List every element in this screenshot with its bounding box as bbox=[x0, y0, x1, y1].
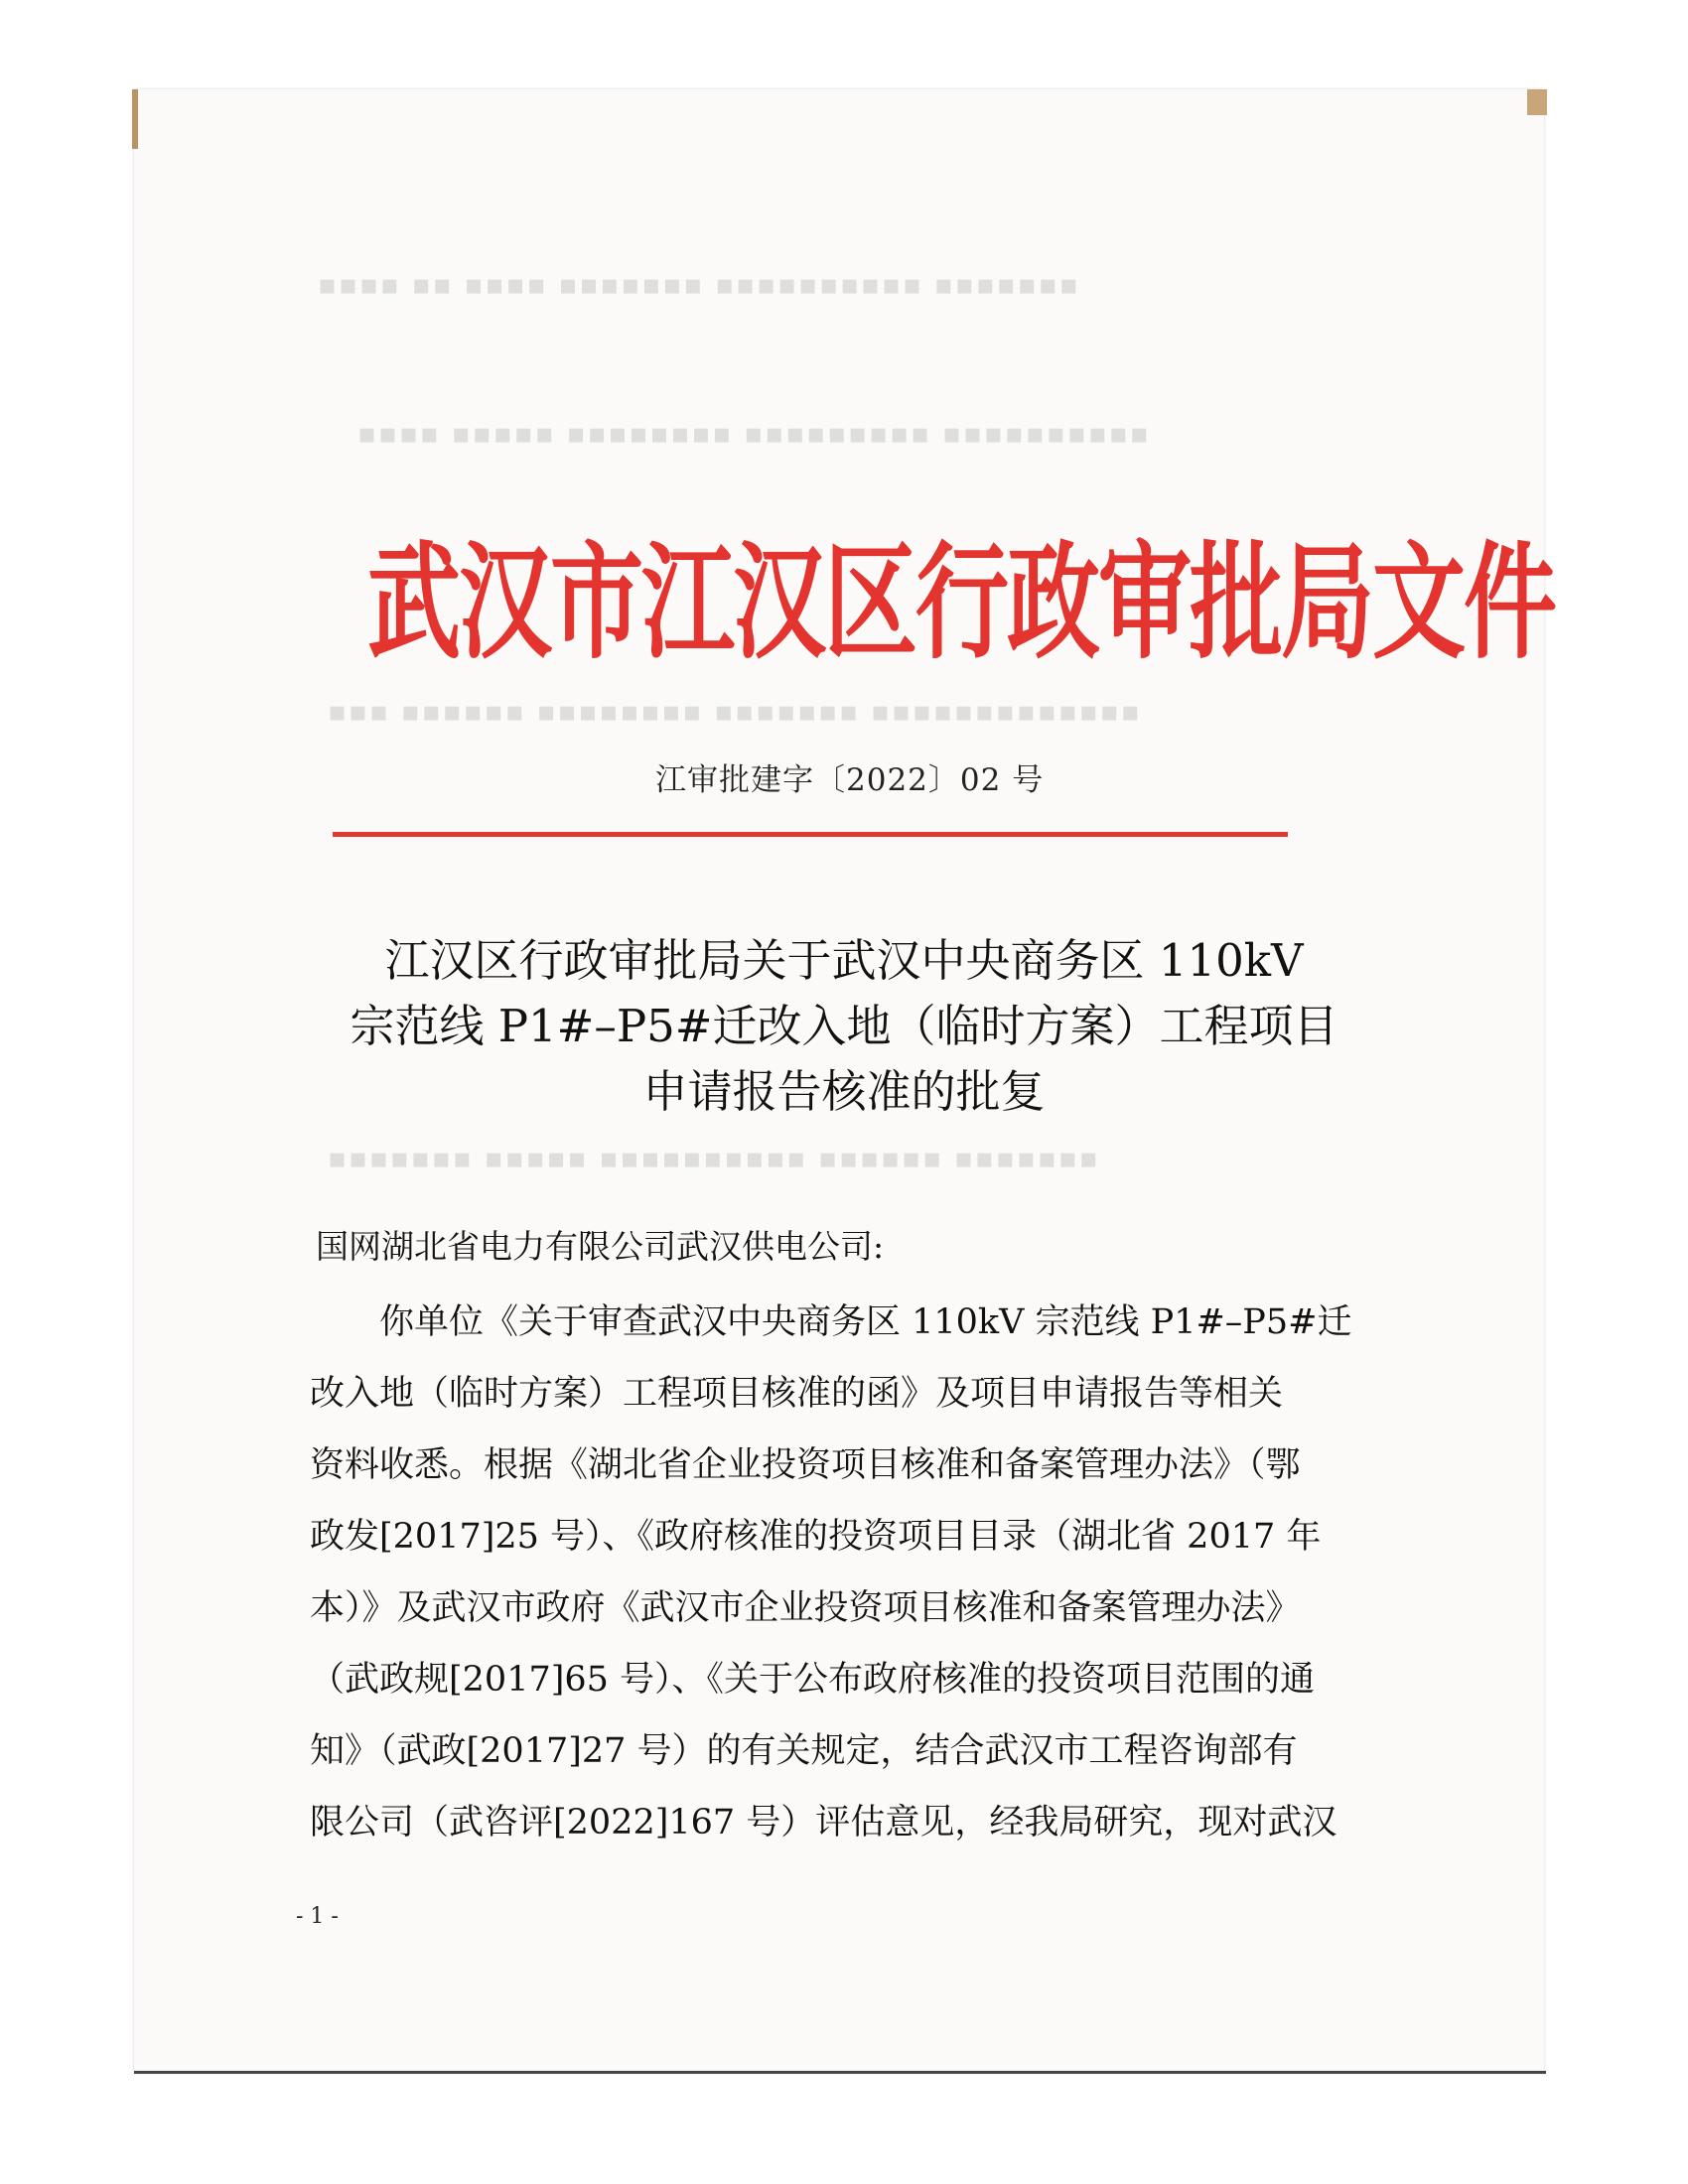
bleed-through-text: ▪▪▪▪ ▪▪▪▪▪ ▪▪▪▪▪▪▪▪ ▪▪▪▪▪▪▪▪▪ ▪▪▪▪▪▪▪▪▪▪ bbox=[357, 417, 1151, 450]
bleed-through-text: ▪▪▪▪▪▪▪ ▪▪▪▪▪ ▪▪▪▪▪▪▪▪▪▪ ▪▪▪▪▪▪ ▪▪▪▪▪▪▪ bbox=[328, 1142, 1100, 1174]
body-line: 资料收悉。根据《湖北省企业投资项目核准和备案管理办法》（鄂 bbox=[310, 1445, 1301, 1485]
paper-corner bbox=[1527, 89, 1547, 115]
bleed-through-text: ▪▪▪▪ ▪▪ ▪▪▪▪ ▪▪▪▪▪▪▪ ▪▪▪▪▪▪▪▪▪▪ ▪▪▪▪▪▪▪ bbox=[318, 268, 1080, 301]
document-title bbox=[298, 928, 1390, 1125]
document-number: 江审批建字〔2022〕02 号 bbox=[655, 762, 1045, 798]
body-line: 改入地（临时方案）工程项目核准的函》及项目申请报告等相关 bbox=[310, 1374, 1284, 1414]
body-paragraph bbox=[310, 1287, 1382, 1858]
document-title-line: 宗范线 P1#–P5#迁改入地（临时方案）工程项目 bbox=[350, 1000, 1338, 1052]
paper-edge-shadow bbox=[132, 89, 138, 149]
body-line: 你单位《关于审查武汉中央商务区 110kV 宗范线 P1#–P5#迁 bbox=[310, 1302, 1352, 1342]
document-title-line: 江汉区行政审批局关于武汉中央商务区 110kV bbox=[384, 934, 1304, 987]
body-line: 本）》及武汉市政府《武汉市企业投资项目核准和备案管理办法》 bbox=[310, 1588, 1301, 1628]
body-line: 政发[2017]25 号）、《政府核准的投资项目目录（湖北省 2017 年 bbox=[310, 1517, 1322, 1557]
page-number: - 1 - bbox=[296, 1904, 339, 1929]
document-title-line: 申请报告核准的批复 bbox=[642, 1065, 1046, 1118]
body-line: 限公司（武咨评[2022]167 号）评估意见，经我局研究，现对武汉 bbox=[310, 1803, 1337, 1843]
paper-bottom-edge bbox=[134, 2071, 1546, 2074]
addressee: 国网湖北省电力有限公司武汉供电公司: bbox=[316, 1227, 885, 1266]
bleed-through-text: ▪▪▪ ▪▪▪▪▪▪ ▪▪▪▪▪▪▪▪ ▪▪▪▪▪▪▪ ▪▪▪▪▪▪▪▪▪▪▪▪▪ bbox=[328, 695, 1142, 728]
body-line: （武政规[2017]65 号）、《关于公布政府核准的投资项目范围的通 bbox=[310, 1660, 1316, 1700]
body-line: 知》（武政[2017]27 号）的有关规定，结合武汉市工程咨询部有 bbox=[310, 1731, 1298, 1771]
document-header-title: 武汉市江汉区行政审批局文件 bbox=[367, 529, 1556, 678]
header-red-rule bbox=[333, 832, 1288, 837]
